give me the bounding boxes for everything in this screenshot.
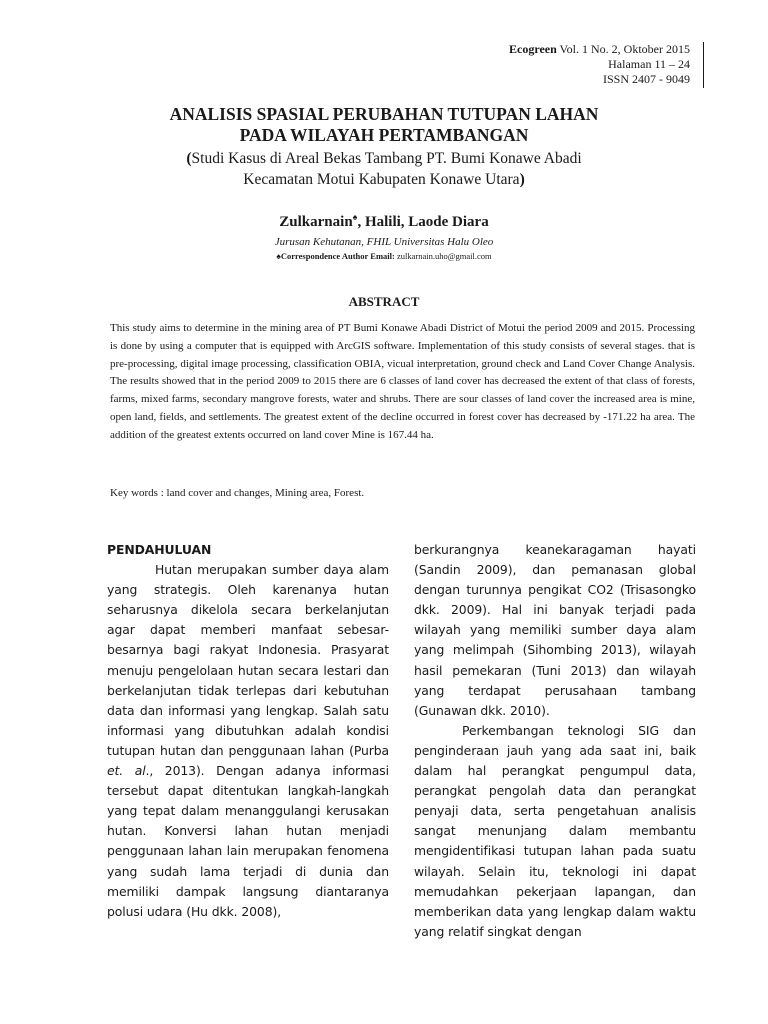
journal-issue: Vol. 1 No. 2, Oktober 2015 (556, 42, 690, 56)
title-block (60, 104, 708, 190)
left-column (107, 540, 389, 922)
paragraph: Perkembangan teknologi SIG dan penginderaan jauh yang ada saat ini, baik dalam hal perangkat pengumpul data, perangkat pengolah data dan perangkat penyaji data, serta pengetahuan analisis sangat menunjang dalam membantu mengidentifikasi tutupan lahan pada suatu wilayah. Selain itu, teknologi ini dapat memudahkan pekerjaan lapangan, dan memberikan data yang lengkap dalam waktu yang relatif singkat dengan (414, 722, 696, 939)
subtitle-text-1: Studi Kasus di Areal Bekas Tambang PT. Bumi Konawe Abadi (191, 150, 582, 167)
correspondence-label: Correspondence Author Email: (280, 251, 397, 261)
subtitle-line-2 (60, 169, 708, 190)
other-authors: , Halili, Laode Diara (357, 214, 489, 230)
subtitle-text-2: Kecamatan Motui Kabupaten Konawe Utara (243, 171, 520, 188)
paragraph (107, 560, 389, 922)
spade-icon: ♠ (276, 251, 281, 261)
authors-block (60, 207, 708, 262)
abstract-heading: ABSTRACT (348, 294, 420, 309)
abstract-text: This study aims to determine in the mining area of PT Bumi Konawe Abadi District of Motui the period 2009 and 2015. Processing is done by using a computer that is equipped with ArcGIS software. Implementation of this study consists of several stages. that is pre-processing, digital image processing, classification OBIA, vicual interpretation, ground check and Land Cover Change Analysis. The results showed that in the period 2009 to 2015 there are 6 classes of land cover has decreased the extent of that class of forests, farms, mixed farms, secondary mangrove forests, water and shrubs. There are sour classes of land cover the increased area is mine, open land, fields, and settlements. The greatest extent of the decline occurred in forest cover has decreased by -171.22 ha area. The addition of the greatest extents occurred on land cover Mine is 167.44 ha. (110, 322, 695, 441)
spade-icon: ♠ (352, 212, 358, 222)
subtitle-close-paren: ) (519, 171, 525, 188)
header-divider (703, 42, 704, 88)
journal-issn: ISSN 2407 - 9049 (602, 72, 690, 86)
right-column (414, 540, 696, 942)
keywords: Key words : land cover and changes, Mining area, Forest. (110, 487, 365, 499)
section-heading: PENDAHULUAN (107, 542, 212, 557)
first-author: Zulkarnain (279, 214, 353, 230)
journal-issue-line (509, 42, 690, 57)
subtitle-open-paren: ( (186, 150, 192, 167)
journal-pages: Halaman 11 – 24 (608, 57, 690, 71)
subtitle-line-1 (60, 148, 708, 169)
correspondence (60, 250, 708, 262)
paragraph-text-a: Hutan merupakan sumber daya alam yang strategis. Oleh karenanya hutan seharusnya dikelola secara berkelanjutan agar dapat memberi manfaat sebesar-besarnya bagi rakyat Indonesia. Prasyarat menuju pengelolaan hutan secara lestari dan berkelanjutan tidak terlepas dari kebutuhan data dan informasi yang lengkap. Salah satu informasi yang dibutuhkan adalah kondisi tutupan hutan dan penggunaan lahan (Purba (107, 562, 389, 758)
author-names (60, 207, 708, 232)
journal-name: Ecogreen (509, 42, 557, 56)
paragraph-italic: et. al (107, 763, 146, 779)
title-line-1: ANALISIS SPASIAL PERUBAHAN TUTUPAN LAHAN (169, 104, 599, 124)
paragraph: berkurangnya keanekaragaman hayati (Sandin 2009), dan pemanasan global dengan turunnya pengikat CO2 (Trisasongko dkk. 2009). Hal ini banyak terjadi pada wilayah yang memiliki sumber daya alam yang melimpah (Sihombing 2013), wilayah hasil pemekaran (Tuni 2013) dan wilayah yang terdapat perusahaan tambang (Gunawan dkk. 2010). (414, 542, 696, 718)
title-line-2: PADA WILAYAH PERTAMBANGAN (239, 125, 529, 145)
journal-header (509, 42, 698, 87)
correspondence-email: zulkarnain.uho@gmail.com (396, 251, 492, 261)
paragraph-text-b: ., 2013). Dengan adanya informasi tersebut dapat ditentukan langkah-langkah yang tepat dalam menanggulangi kerusakan hutan. Konversi lahan hutan menjadi penggunaan lahan lain merupakan fenomena yang sudah lama terjadi di dunia dan memiliki dampak langsung diantaranya polusi udara (Hu dkk. 2008), (107, 763, 389, 919)
affiliation: Jurusan Kehutanan, FHIL Universitas Halu Oleo (274, 236, 494, 248)
